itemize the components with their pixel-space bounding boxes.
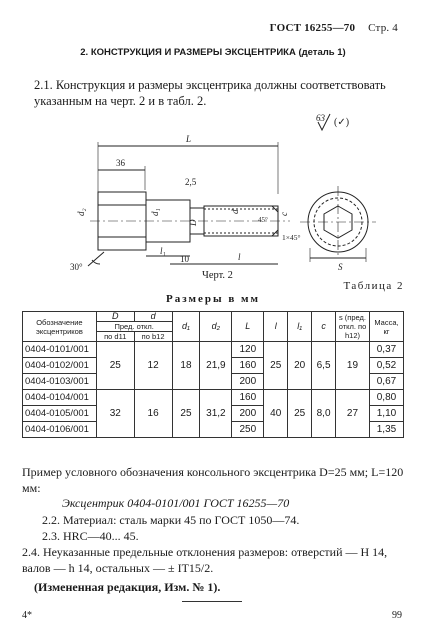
amendment-note: (Измененная редакция, Изм. № 1). — [34, 580, 221, 594]
table-row-code: 0404-0104/001 — [23, 390, 97, 406]
header-tolerance: Пред. откл. — [96, 322, 172, 332]
header-l: l — [264, 312, 288, 342]
header-d1: d₁ — [172, 312, 200, 342]
svg-text:d₁: d₁ — [150, 208, 160, 216]
cell-L: 160 — [232, 390, 264, 406]
cell-mass: 0,80 — [369, 390, 403, 406]
drawing-caption: Черт. 2 — [202, 270, 233, 281]
cell-l1: 25 — [288, 390, 312, 438]
cell-l1: 20 — [288, 342, 312, 390]
header-D: D — [96, 312, 134, 322]
roughness-value: 63 — [316, 113, 325, 123]
eccentric-drawing — [0, 108, 426, 278]
table-row-code: 0404-0105/001 — [23, 406, 97, 422]
svg-text:30°: 30° — [70, 262, 83, 272]
cell-mass: 1,35 — [369, 422, 403, 438]
header-mass: Масса, кг — [369, 312, 403, 342]
header-l1: l₁ — [288, 312, 312, 342]
example-value: Эксцентрик 0404-0101/001 ГОСТ 16255—70 — [62, 496, 290, 510]
cell-d2: 21,9 — [200, 342, 232, 390]
cell-s: 19 — [336, 342, 370, 390]
footer-left-mark: 4* — [22, 610, 32, 621]
svg-text:S: S — [338, 262, 343, 272]
cell-d: 16 — [134, 390, 172, 438]
cell-mass: 0,37 — [369, 342, 403, 358]
page-number: 99 — [392, 610, 402, 621]
page-header — [270, 22, 398, 34]
header-code: Обозначение эксцентриков — [23, 312, 97, 342]
table-2 — [22, 311, 404, 438]
svg-text:l: l — [238, 252, 241, 262]
cell-D: 32 — [96, 390, 134, 438]
cell-d1: 18 — [172, 342, 200, 390]
section-title: 2. КОНСТРУКЦИЯ И РАЗМЕРЫ ЭКСЦЕНТРИКА (деталь 1) — [80, 47, 346, 58]
paragraph-2-3: 2.3. HRC—40... 45. — [42, 529, 139, 543]
header-tol-D: по d11 — [96, 332, 134, 342]
cell-D: 25 — [96, 342, 134, 390]
svg-text:(✓): (✓) — [334, 117, 350, 128]
cell-L: 200 — [232, 406, 264, 422]
table-row-code: 0404-0102/001 — [23, 358, 97, 374]
cell-L: 200 — [232, 374, 264, 390]
table-label: Таблица 2 — [343, 280, 404, 292]
svg-text:36: 36 — [116, 158, 125, 168]
svg-text:d₂: d₂ — [76, 208, 86, 216]
cell-c: 6,5 — [312, 342, 336, 390]
page-label: Стр. 4 — [368, 22, 398, 34]
header-s: s (пред. откл. по h12) — [336, 312, 370, 342]
svg-text:10: 10 — [180, 254, 189, 264]
table-row-code: 0404-0103/001 — [23, 374, 97, 390]
cell-d2: 31,2 — [200, 390, 232, 438]
header-c: c — [312, 312, 336, 342]
header-d2: d₂ — [200, 312, 232, 342]
cell-c: 8,0 — [312, 390, 336, 438]
paragraph-2-2: 2.2. Материал: сталь марки 45 по ГОСТ 1050—74. — [42, 513, 300, 527]
cell-mass: 0,52 — [369, 358, 403, 374]
header-tol-d: по b12 — [134, 332, 172, 342]
cell-mass: 1,10 — [369, 406, 403, 422]
paragraph-2-4: 2.4. Неуказанные предельные отклонения размеров: отверстий — H 14, валов — h 14, остальных — ± IT15/2. — [22, 545, 388, 575]
cell-d: 12 — [134, 342, 172, 390]
table-row-code: 0404-0101/001 — [23, 342, 97, 358]
cell-L: 250 — [232, 422, 264, 438]
svg-text:l₁: l₁ — [160, 246, 166, 256]
svg-text:2,5: 2,5 — [185, 177, 197, 187]
svg-text:D: D — [188, 219, 198, 226]
header-d: d — [134, 312, 172, 322]
table-row-code: 0404-0106/001 — [23, 422, 97, 438]
standard-number: ГОСТ 16255—70 — [269, 22, 356, 34]
header-L: L — [232, 312, 264, 342]
footer-divider — [182, 601, 242, 602]
paragraph-2-1: 2.1. Конструкция и размеры эксцентрика должны соответствовать указанным на черт. 2 и в табл. 2. — [34, 78, 386, 108]
cell-s: 27 — [336, 390, 370, 438]
svg-text:c: c — [279, 212, 289, 216]
cell-l: 40 — [264, 390, 288, 438]
svg-text:d: d — [230, 209, 240, 214]
svg-text:45°: 45° — [258, 216, 268, 224]
cell-l: 25 — [264, 342, 288, 390]
example-label: Пример условного обозначения консольного эксцентрика D=25 мм; L=120 мм: — [22, 465, 404, 495]
cell-mass: 0,67 — [369, 374, 403, 390]
cell-L: 160 — [232, 358, 264, 374]
svg-text:1×45°: 1×45° — [282, 233, 301, 242]
cell-d1: 25 — [172, 390, 200, 438]
cell-L: 120 — [232, 342, 264, 358]
table-title: Размеры в мм — [166, 293, 260, 305]
svg-text:L: L — [186, 134, 192, 144]
